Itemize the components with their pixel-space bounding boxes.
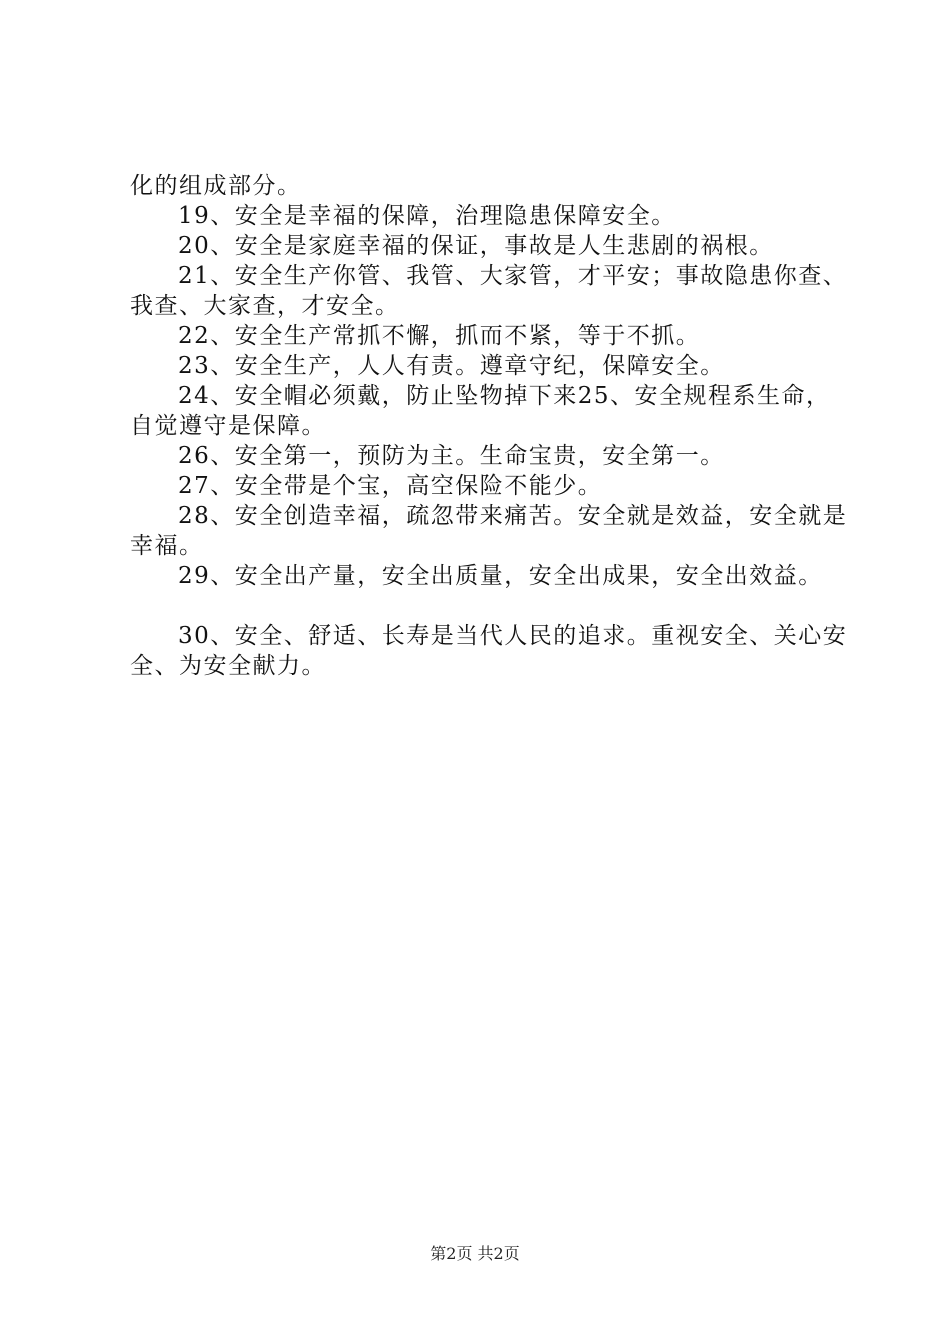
paragraph-item-21: 21、安全生产你管、我管、大家管，才平安；事故隐患你查、我查、大家查，才安全。	[130, 263, 848, 319]
paragraph-item-30: 30、安全、舒适、长寿是当代人民的追求。重视安全、关心安全、为安全献力。	[130, 623, 848, 679]
paragraph-item-23: 23、安全生产，人人有责。遵章守纪，保障安全。	[178, 353, 725, 379]
paragraph-item-19: 19、安全是幸福的保障，治理隐患保障安全。	[178, 203, 676, 229]
paragraph-item-29: 29、安全出产量，安全出质量，安全出成果，安全出效益。	[178, 563, 823, 589]
paragraph-item-28: 28、安全创造幸福，疏忽带来痛苦。安全就是效益，安全就是幸福。	[130, 503, 848, 559]
page-number-footer: 第2页 共2页	[430, 1244, 520, 1263]
paragraph-item-20: 20、安全是家庭幸福的保证，事故是人生悲剧的祸根。	[178, 233, 774, 259]
paragraph-item-27: 27、安全带是个宝，高空保险不能少。	[178, 473, 603, 499]
paragraph-item-22: 22、安全生产常抓不懈，抓而不紧，等于不抓。	[178, 323, 701, 349]
paragraph-item-24-25: 24、安全帽必须戴，防止坠物掉下来25、安全规程系生命，自觉遵守是保障。	[130, 383, 831, 439]
paragraph-item-26: 26、安全第一，预防为主。生命宝贵，安全第一。	[178, 443, 725, 469]
document-body	[130, 171, 850, 681]
paragraph-continuation: 化的组成部分。	[130, 173, 302, 199]
